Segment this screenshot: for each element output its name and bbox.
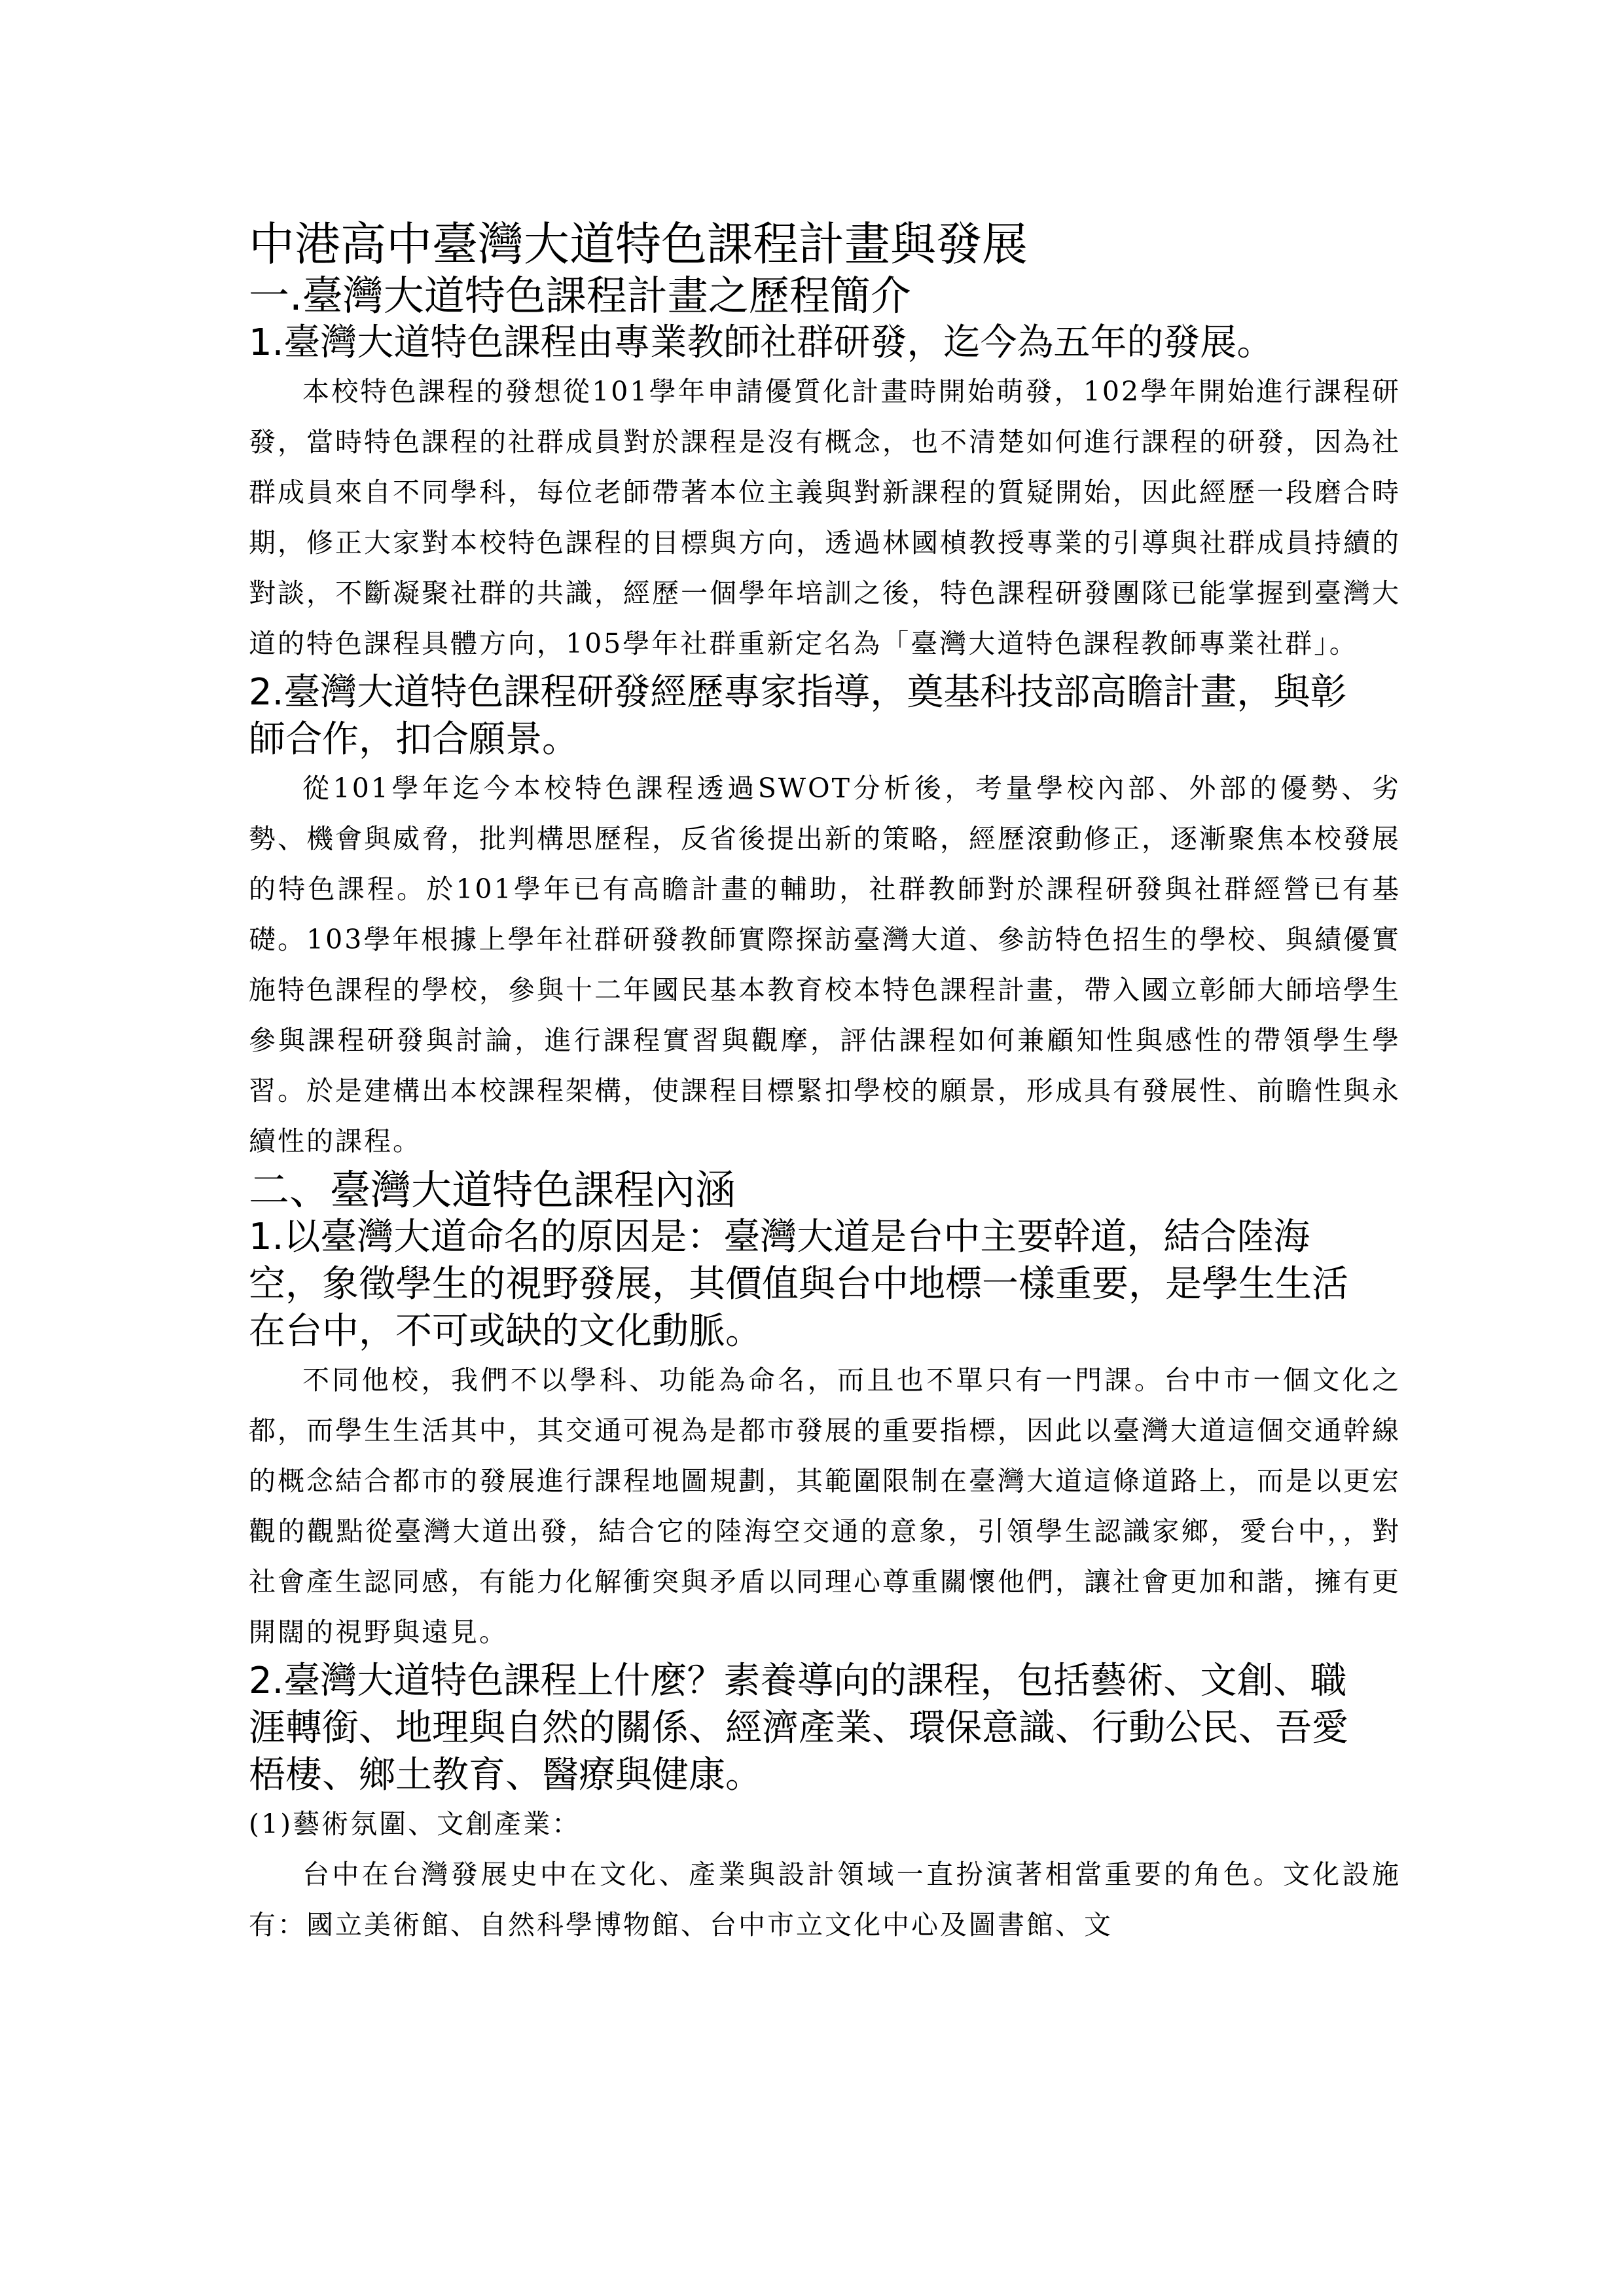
paragraph-2-1: 不同他校，我們不以學科、功能為命名，而且也不單只有一門課。台中市一個文化之都，而學生生活其中，其交通可視為是都市發展的重要指標，因此以臺灣大道這個交通幹線的概念結合都市的發展進行課程地圖規劃，其範圍限制在臺灣大道這條道路上，而是以更宏觀的觀點從臺灣大道出發，結合它的陸海空交通的意象，引領學生認識家鄉，愛台中，，對社會產生認同感，有能力化解衝突與矛盾以同理心尊重關懷他們，讓社會更加和諧，擁有更開闊的視野與遠見。 [249,1364,1401,1648]
subsection-heading-2-2: 2.臺灣大道特色課程上什麼？素養導向的課程，包括藝術、文創、職涯轉銜、地理與自然的關係、經濟產業、環保意識、行動公民、吾愛梧棲、鄉土教育、醫療與健康。 [249,1660,1348,1796]
section-heading-2: 二、臺灣大道特色課程內涵 [249,1166,736,1214]
subsection-heading-1-1: 1.臺灣大道特色課程由專業教師社群研發，迄今為五年的發展。 [249,321,1274,364]
paragraph-1-1: 本校特色課程的發想從101學年申請優質化計畫時開始萌發，102學年開始進行課程研發，當時特色課程的社群成員對於課程是沒有概念，也不清楚如何進行課程的研發，因為社群成員來自不同學科，每位老師帶著本位主義與對新課程的質疑開始，因此經歷一段磨合時期，修正大家對本校特色課程的目標與方向，透過林國楨教授專業的引導與社群成員持續的對談，不斷凝聚社群的共識，經歷一個學年培訓之後，特色課程研發團隊已能掌握到臺灣大道的特色課程具體方向，105學年社群重新定名為「臺灣大道特色課程教師專業社群」。 [249,376,1401,659]
paragraph-2-2: 台中在台灣發展史中在文化、產業與設計領域一直扮演著相當重要的角色。文化設施有：國立美術館、自然科學博物館、台中市立文化中心及圖書館、文 [249,1859,1401,1941]
document-title: 中港高中臺灣大道特色課程計畫與發展 [249,217,1028,271]
subsection-heading-2-1: 1.以臺灣大道命名的原因是：臺灣大道是台中主要幹道，結合陸海空，象徵學生的視野發展，其價值與台中地標一樣重要，是學生生活在台中，不可或缺的文化動脈。 [249,1216,1348,1353]
subsection-heading-1-2: 2.臺灣大道特色課程研發經歷專家指導，奠基科技部高瞻計畫，與彰師合作，扣合願景。 [249,671,1347,761]
paragraph-1-2: 從101學年迄今本校特色課程透過SWOT分析後，考量學校內部、外部的優勢、劣勢、機會與威脅，批判構思歷程，反省後提出新的策略，經歷滾動修正，逐漸聚焦本校發展的特色課程。於101學年已有高瞻計畫的輔助，社群教師對於課程研發與社群經營已有基礎。103學年根據上學年社群研發教師實際探訪臺灣大道、參訪特色招生的學校、與績優實施特色課程的學校，參與十二年國民基本教育校本特色課程計畫，帶入國立彰師大師培學生參與課程研發與討論，進行課程實習與觀摩，評估課程如何兼顧知性與感性的帶領學生學習。於是建構出本校課程架構，使課程目標緊扣學校的願景，形成具有發展性、前瞻性與永續性的課程。 [249,773,1401,1157]
list-item-art: (1)藝術氛圍、文創產業： [249,1808,581,1840]
document-body [249,216,1401,1950]
section-heading-1: 一.臺灣大道特色課程計畫之歷程簡介 [249,272,911,319]
